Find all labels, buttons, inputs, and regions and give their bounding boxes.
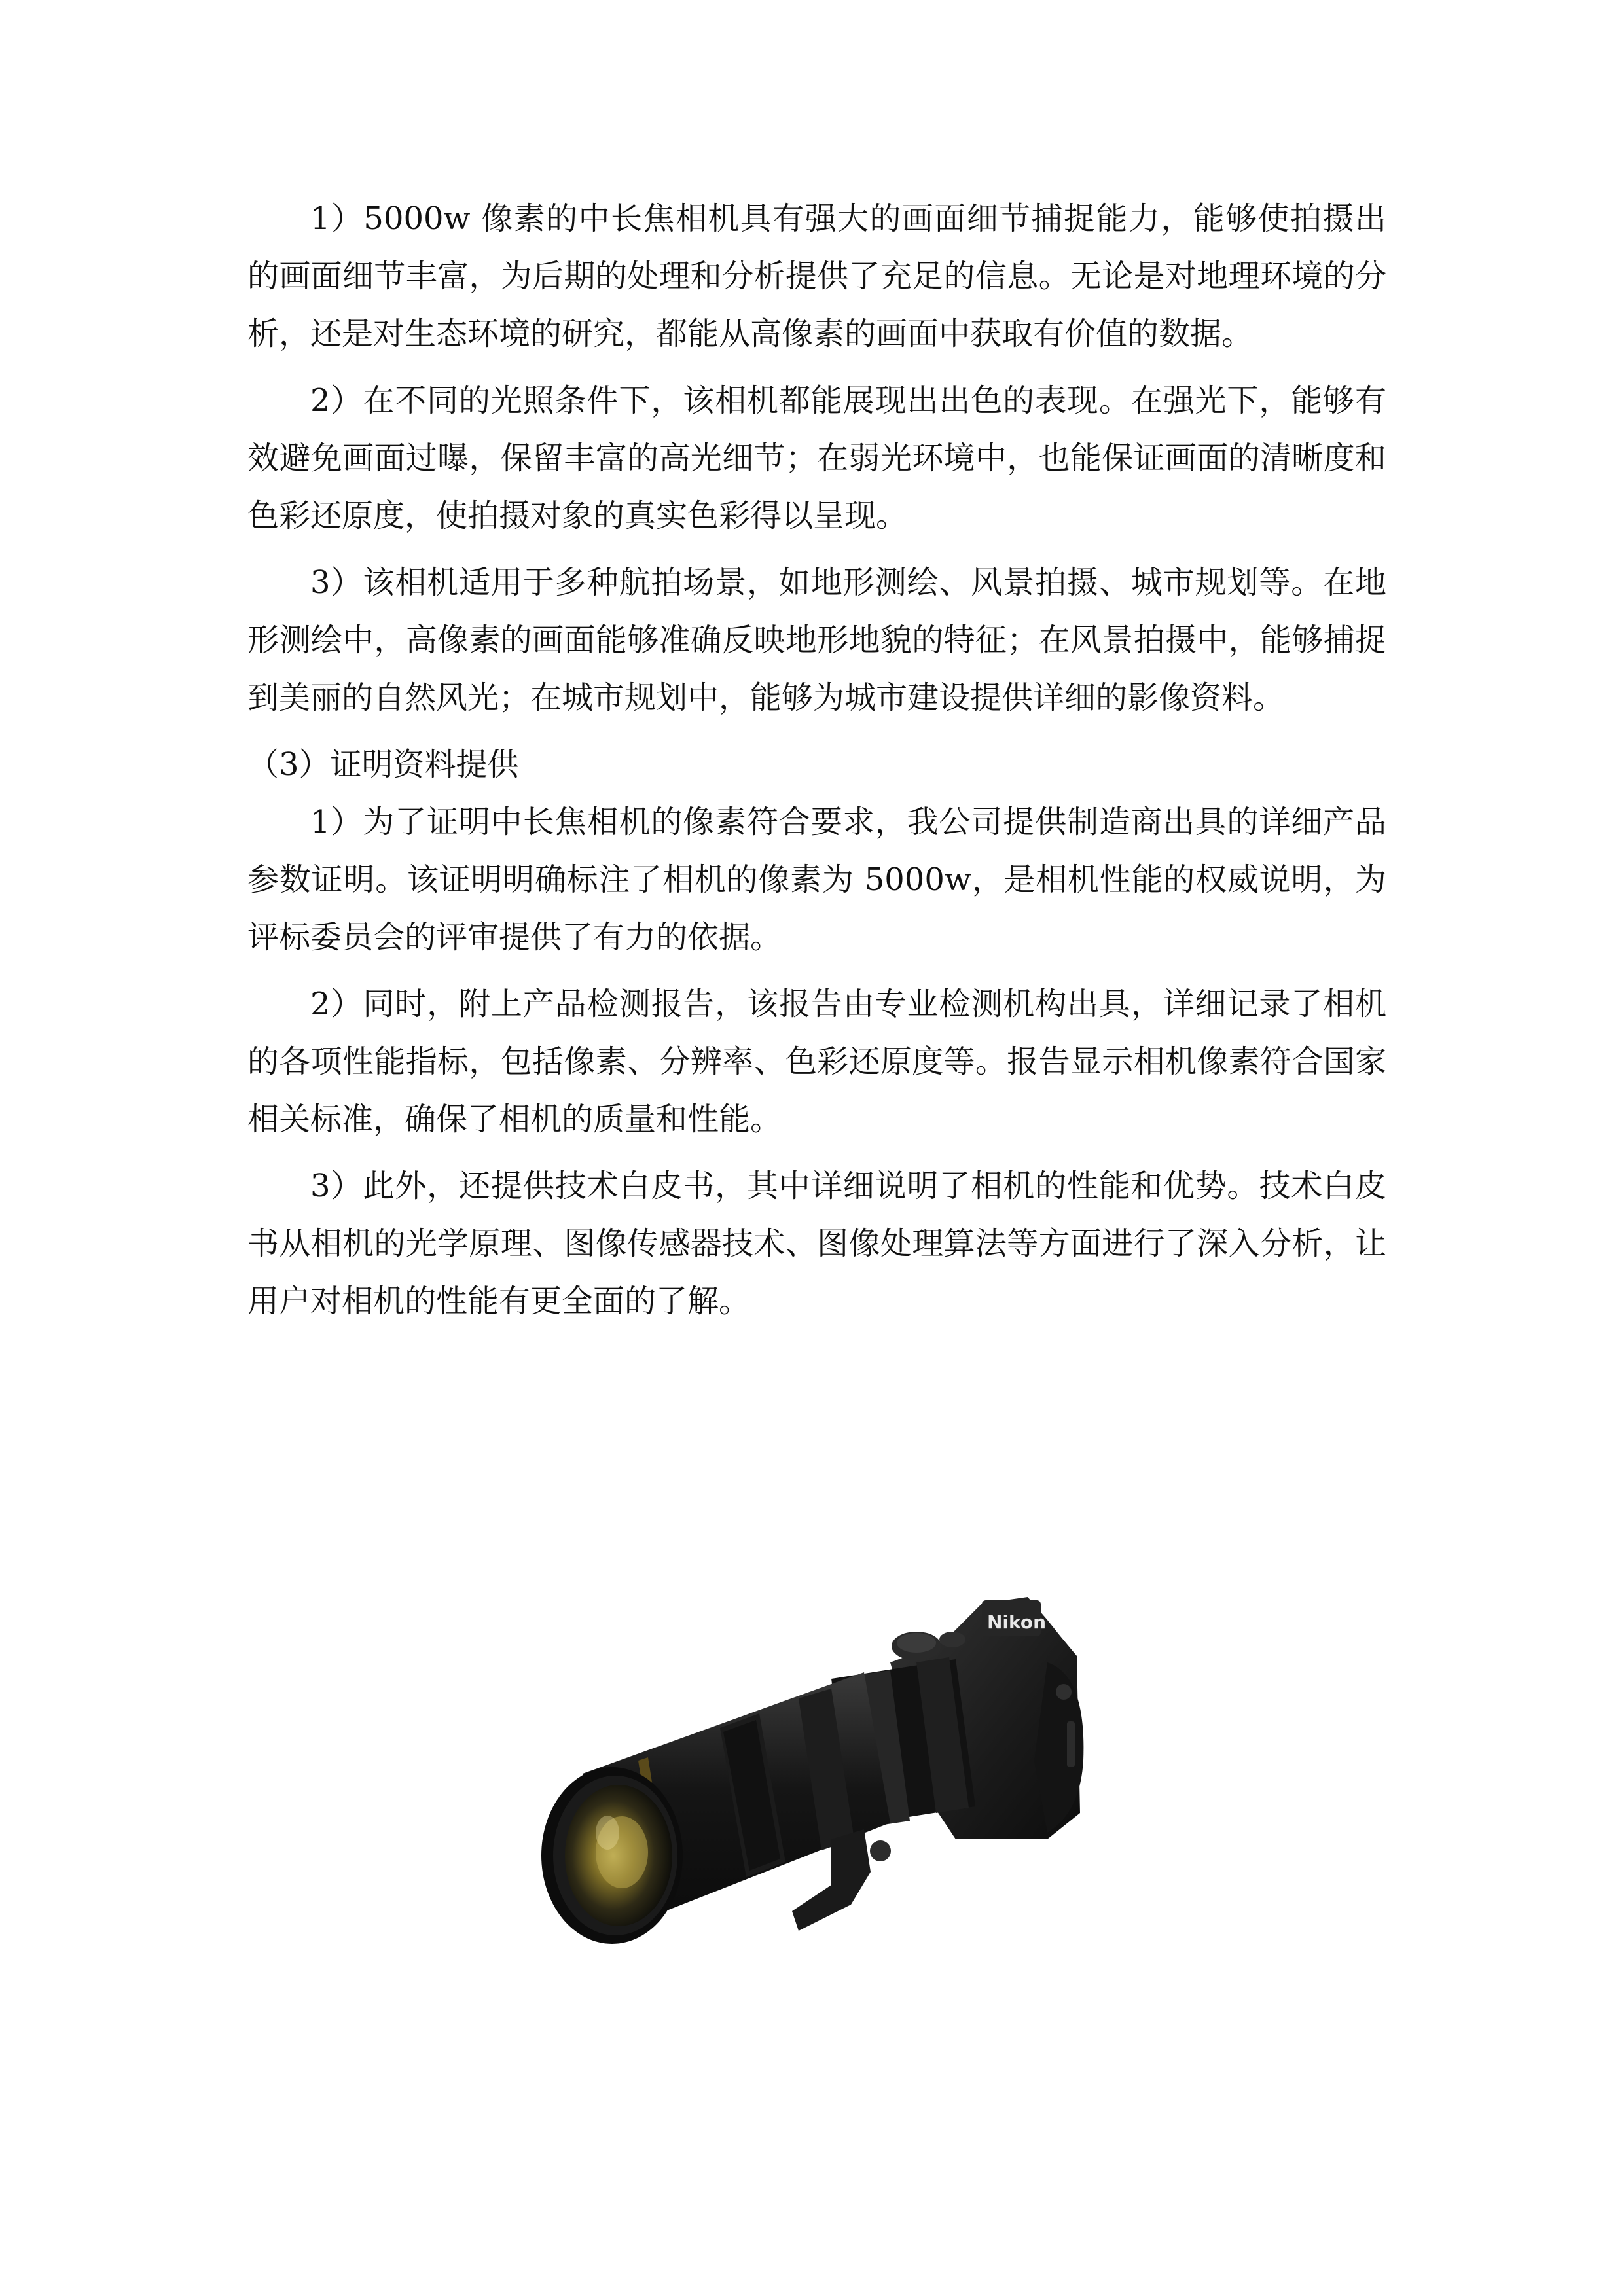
paragraph-1: 1）5000w 像素的中长焦相机具有强大的画面细节捕捉能力，能够使拍摄出的画面细节丰富，为后期的处理和分析提供了充足的信息。无论是对地理环境的分析，还是对生态环境的研究，都能从高像素的画面中获取有价值的数据。 xyxy=(247,200,1386,352)
camera-illustration xyxy=(524,1564,1113,1964)
brand-mark: Nikon xyxy=(987,1611,1047,1633)
section-paragraph-2: 2）同时，附上产品检测报告，该报告由专业检测机构出具，详细记录了相机的各项性能指标，包括像素、分辨率、色彩还原度等。报告显示相机像素符合国家相关标准，确保了相机的质量和性能。 xyxy=(247,986,1386,1138)
front-lens-element xyxy=(541,1767,683,1944)
section-paragraph-1: 1）为了证明中长焦相机的像素符合要求，我公司提供制造商出具的详细产品参数证明。该证明明确标注了相机的像素为 5000w，是相机性能的权威说明，为评标委员会的评审提供了有力的依据。 xyxy=(247,804,1386,956)
camera-photo xyxy=(524,1564,1113,1964)
paragraph-3: 3）该相机适用于多种航拍场景，如地形测绘、风景拍摄、城市规划等。在地形测绘中，高像素的画面能够准确反映地形地貌的特征；在风景拍摄中，能够捕捉到美丽的自然风光；在城市规划中，能够为城市建设提供详细的影像资料。 xyxy=(247,564,1386,716)
section-heading: （3）证明资料提供 xyxy=(247,746,519,783)
document-body xyxy=(247,190,1386,1339)
paragraph-2: 2）在不同的光照条件下，该相机都能展现出出色的表现。在强光下，能够有效避免画面过曝，保留丰富的高光细节；在弱光环境中，也能保证画面的清晰度和色彩还原度，使拍摄对象的真实色彩得以呈现。 xyxy=(247,382,1386,534)
section-paragraph-3: 3）此外，还提供技术白皮书，其中详细说明了相机的性能和优势。技术白皮书从相机的光学原理、图像传感器技术、图像处理算法等方面进行了深入分析，让用户对相机的性能有更全面的了解。 xyxy=(247,1168,1386,1319)
